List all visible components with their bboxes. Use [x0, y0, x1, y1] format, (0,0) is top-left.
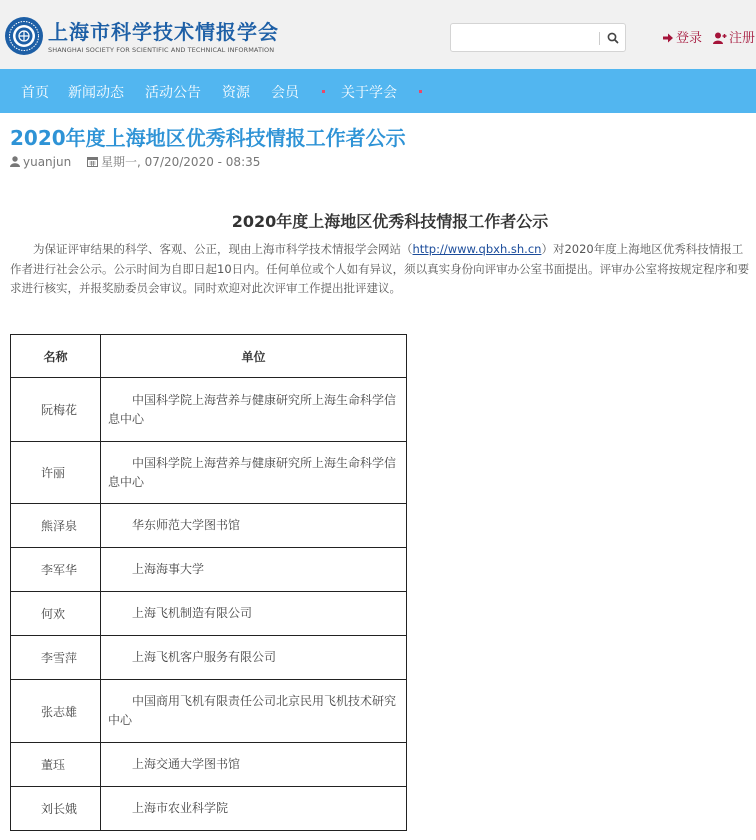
awardee-name: 何欢 [11, 592, 101, 636]
login-link[interactable] [663, 27, 702, 46]
nav-dropdown-indicator [322, 90, 325, 93]
awardee-name: 许丽 [11, 442, 101, 504]
search-divider [599, 32, 600, 45]
table-header-row [11, 335, 407, 378]
article-title: 2020年度上海地区优秀科技情报工作者公示 [10, 126, 406, 150]
awardee-name: 刘长娥 [11, 787, 101, 831]
awardee-unit: 华东师范大学图书馆 [101, 504, 407, 548]
awardee-table [10, 334, 407, 831]
awardee-name: 张志雄 [11, 680, 101, 743]
user-icon [10, 156, 20, 167]
site-header [0, 0, 756, 69]
nav-members[interactable]: 会员 [271, 85, 299, 101]
awardee-name: 董珏 [11, 743, 101, 787]
table-row [11, 378, 407, 442]
awardee-name: 李雪萍 [11, 636, 101, 680]
content-heading: 2020年度上海地区优秀科技情报工作者公示 [231, 212, 549, 231]
table-row [11, 504, 407, 548]
awardee-unit: 中国商用飞机有限责任公司北京民用飞机技术研究中心 [101, 680, 407, 743]
nav-news[interactable]: 新闻动态 [68, 85, 124, 101]
announcement-paragraph [10, 240, 752, 299]
awardee-unit: 上海飞机客户服务有限公司 [101, 636, 407, 680]
login-label: 登录 [676, 31, 703, 46]
table-row [11, 636, 407, 680]
awardee-name: 熊泽泉 [11, 504, 101, 548]
awardee-unit: 中国科学院上海营养与健康研究所上海生命科学信息中心 [101, 378, 407, 442]
search-icon[interactable] [603, 28, 623, 48]
add-user-icon [713, 32, 727, 44]
nav-events[interactable]: 活动公告 [145, 85, 201, 101]
register-link[interactable] [713, 27, 755, 46]
nav-home[interactable]: 首页 [21, 85, 49, 101]
main-nav [0, 69, 756, 113]
website-link[interactable]: http://www.qbxh.sh.cn [412, 242, 542, 256]
table-row [11, 442, 407, 504]
nav-resources[interactable]: 资源 [222, 85, 250, 101]
nav-dropdown-indicator [419, 90, 422, 93]
awardee-unit: 上海市农业科学院 [101, 787, 407, 831]
article-author[interactable]: yuanjun [23, 155, 72, 169]
site-title[interactable]: 上海市科学技术情报学会 [48, 20, 279, 44]
register-label: 注册 [729, 31, 756, 46]
awardee-unit: 上海飞机制造有限公司 [101, 592, 407, 636]
paragraph-text-after-link: ）对2020年度上海地区优秀科技情报工作者进行社会公示。公示时间为自即日起10日内。任何单位或个人如有异议，须以真实身份向评审办公室书面提出。评审办公室将按规定程序和要求进行核实，并报奖励委员会审议。同时欢迎对此次评审工作提出批评建议。 [10, 242, 750, 295]
nav-about[interactable]: 关于学会 [341, 85, 397, 101]
awardee-name: 李军华 [11, 548, 101, 592]
awardee-name: 阮梅花 [11, 378, 101, 442]
table-row [11, 743, 407, 787]
search-box [450, 23, 626, 52]
society-logo-icon[interactable] [4, 16, 44, 56]
calendar-icon [87, 156, 98, 167]
article-meta [10, 153, 260, 170]
awardee-unit: 上海交通大学图书馆 [101, 743, 407, 787]
awardee-unit: 中国科学院上海营养与健康研究所上海生命科学信息中心 [101, 442, 407, 504]
table-row [11, 680, 407, 743]
login-arrow-icon [663, 32, 674, 44]
paragraph-text-before-link: 为保证评审结果的科学、客观、公正，现由上海市科学技术情报学会网站（ [33, 242, 413, 256]
table-row [11, 787, 407, 831]
awardee-unit: 上海海事大学 [101, 548, 407, 592]
article-date: 星期一, 07/20/2020 - 08:35 [101, 155, 261, 169]
search-input[interactable] [455, 28, 595, 48]
table-row [11, 548, 407, 592]
column-header-unit: 单位 [101, 335, 407, 378]
table-row [11, 592, 407, 636]
site-subtitle: SHANGHAI SOCIETY FOR SCIENTIFIC AND TECHNICAL INFORMATION [48, 46, 275, 54]
column-header-name: 名称 [11, 335, 101, 378]
